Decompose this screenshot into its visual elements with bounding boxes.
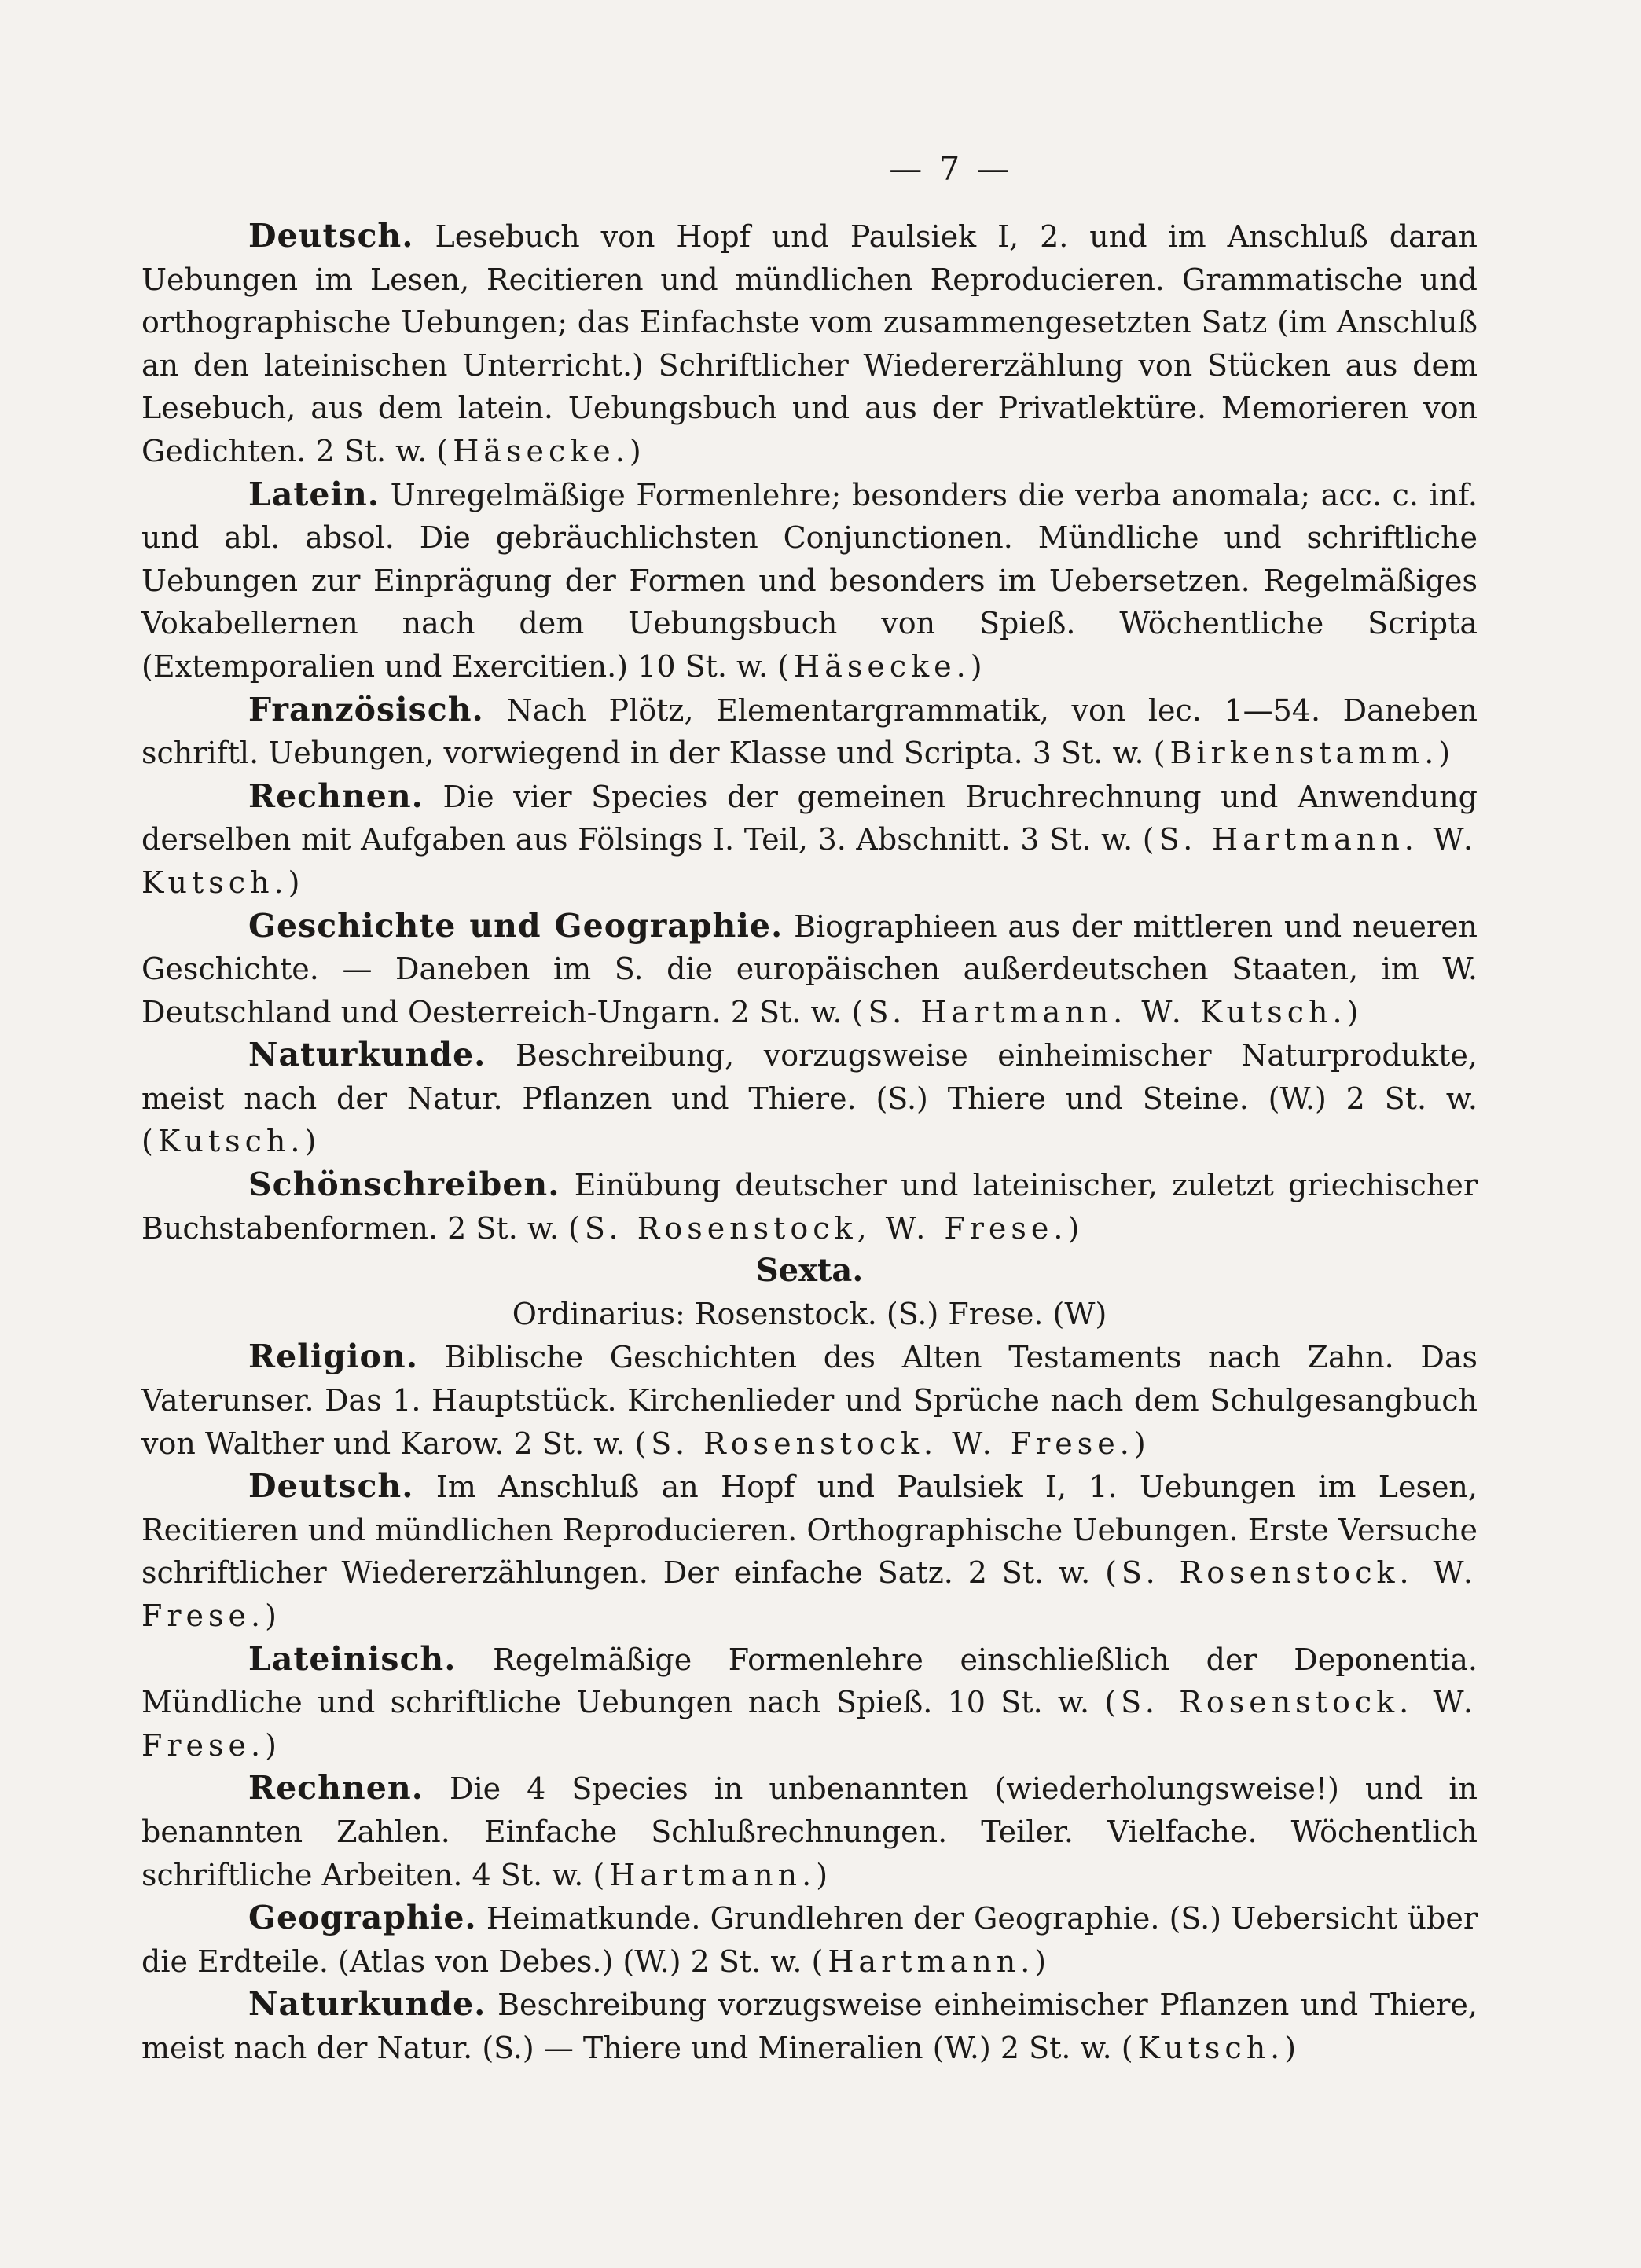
teacher-name: (S. Rosenstock. W. Frese.)	[141, 1685, 1478, 1763]
subject-heading: Deutsch.	[248, 1467, 414, 1506]
subject-heading: Schönschreiben.	[248, 1165, 560, 1204]
entry-latein	[141, 473, 1478, 688]
entry-text: Die vier Species der gemeinen Bruchrechnung und Anwendung derselben mit Aufgaben aus Fölsings I. Teil, 3. Abschnitt. 3 St. w.	[141, 779, 1478, 857]
entry-text: Lesebuch von Hopf und Paulsiek I, 2. und im Anschluß daran Uebungen im Lesen, Recitieren und mündlichen Reproducieren. Grammatische und orthographische Uebungen; das Einfachste vom zusammengesetzten Satz (im Anschluß an den lateinischen Unterricht.) Schriftlicher Wiedererzählung von Stücken aus dem Lesebuch, aus dem latein. Uebungsbuch und aus der Privatlektüre. Memorieren von Gedichten. 2 St. w.	[141, 219, 1478, 468]
page-number: — 7 —	[889, 149, 1013, 188]
subject-heading: Latein.	[248, 475, 380, 513]
entry-schoenschreiben	[141, 1163, 1478, 1250]
entry-text: Beschreibung, vorzugsweise einheimischer Naturprodukte, meist nach der Natur. Pflanzen und Thiere. (S.) Thiere und Steine. (W.) 2 St. w.	[141, 1038, 1478, 1116]
entry-geographie	[141, 1896, 1478, 1983]
teacher-name: (Hartmann.)	[593, 1857, 833, 1892]
teacher-name: (S. Hartmann. W. Kutsch.)	[141, 822, 1478, 900]
subject-heading: Deutsch.	[248, 217, 414, 255]
teacher-name: (S. Hartmann. W. Kutsch.)	[851, 994, 1364, 1029]
teacher-name: (Häsecke.)	[777, 648, 987, 684]
teacher-name: (Häsecke.)	[436, 433, 646, 468]
teacher-name: (S. Rosenstock. W. Frese.)	[141, 1555, 1478, 1633]
entry-text: Biographieen aus der mittleren und neueren Geschichte. — Daneben im S. die europäischen außerdeutschen Staaten, im W. Deutschland und Oesterreich-Ungarn. 2 St. w.	[141, 908, 1478, 1029]
teacher-name: (Kutsch.)	[1121, 2030, 1301, 2065]
section-ordinarius: Ordinarius: Rosenstock. (S.) Frese. (W)	[512, 1296, 1107, 1331]
teacher-name: (S. Rosenstock. W. Frese.)	[634, 1426, 1151, 1461]
subject-heading: Naturkunde.	[248, 1985, 486, 2024]
entry-text: Im Anschluß an Hopf und Paulsiek I, 1. Uebungen im Lesen, Recitieren und mündlichen Reproducieren. Orthographische Uebungen. Erste Versuche schriftlicher Wiedererzählungen. Der einfache Satz. 2 St. w.	[141, 1470, 1478, 1591]
entry-text: Nach Plötz, Elementargrammatik, von lec. 1—54. Daneben schriftl. Uebungen, vorwiegend in der Klasse und Scripta. 3 St. w.	[141, 692, 1478, 771]
entry-text: Heimatkunde. Grundlehren der Geographie. (S.) Uebersicht über die Erdteile. (Atlas von Debes.) (W.) 2 St. w.	[141, 1901, 1478, 1979]
subject-heading: Rechnen.	[248, 1769, 424, 1807]
entry-naturkunde-sexta	[141, 1983, 1478, 2069]
entry-deutsch-sexta	[141, 1465, 1478, 1637]
entry-text: Einübung deutscher und lateinischer, zuletzt griechischer Buchstabenformen. 2 St. w.	[141, 1168, 1478, 1246]
teacher-name: (S. Rosenstock, W. Frese.)	[568, 1210, 1085, 1246]
entry-lateinisch	[141, 1638, 1478, 1767]
teacher-name: (Birkenstamm.)	[1153, 736, 1456, 771]
entry-naturkunde	[141, 1033, 1478, 1163]
subject-heading: Naturkunde.	[248, 1036, 486, 1074]
entry-text: Biblische Geschichten des Alten Testaments nach Zahn. Das Vaterunser. Das 1. Hauptstück. Kirchenlieder und Sprüche nach dem Schulgesangbuch von Walther und Karow. 2 St. w.	[141, 1340, 1478, 1461]
entry-text: Die 4 Species in unbenannten (wiederholungsweise!) und in benannten Zahlen. Einfache Schlußrechnungen. Teiler. Vielfache. Wöchentlich schriftliche Arbeiten. 4 St. w.	[141, 1771, 1478, 1892]
subject-heading: Geographie.	[248, 1899, 477, 1937]
entry-rechnen-sexta	[141, 1767, 1478, 1896]
subject-heading: Geschichte und Geographie.	[248, 906, 784, 945]
entry-religion	[141, 1335, 1478, 1465]
teacher-name: (Kutsch.)	[141, 1124, 321, 1159]
entry-deutsch	[141, 215, 1478, 473]
entry-franzoesisch	[141, 688, 1478, 775]
entry-rechnen	[141, 775, 1478, 905]
section-title: Sexta.	[755, 1252, 864, 1290]
entry-geschichte	[141, 905, 1478, 1034]
teacher-name: (Hartmann.)	[811, 1943, 1052, 1979]
entry-text: Regelmäßige Formenlehre einschließlich der Deponentia. Mündliche und schriftliche Uebungen nach Spieß. 10 St. w.	[141, 1642, 1478, 1720]
subject-heading: Rechnen.	[248, 776, 424, 815]
page-body	[141, 149, 1478, 2070]
entry-text: Beschreibung vorzugsweise einheimischer Pflanzen und Thiere, meist nach der Natur. (S.) — Thiere und Mineralien (W.) 2 St. w.	[141, 1987, 1478, 2065]
subject-heading: Französisch.	[248, 690, 484, 728]
subject-heading: Religion.	[248, 1338, 418, 1376]
entry-text: Unregelmäßige Formenlehre; besonders die verba anomala; acc. c. inf. und abl. absol. Die gebräuchlichsten Conjunctionen. Mündliche und schriftliche Uebungen zur Einprägung der Formen und besonders im Uebersetzen. Regelmäßiges Vokabellernen nach dem Uebungsbuch von Spieß. Wöchentliche Scripta (Extemporalien und Exercitien.) 10 St. w.	[141, 477, 1478, 684]
subject-heading: Lateinisch.	[248, 1639, 457, 1678]
